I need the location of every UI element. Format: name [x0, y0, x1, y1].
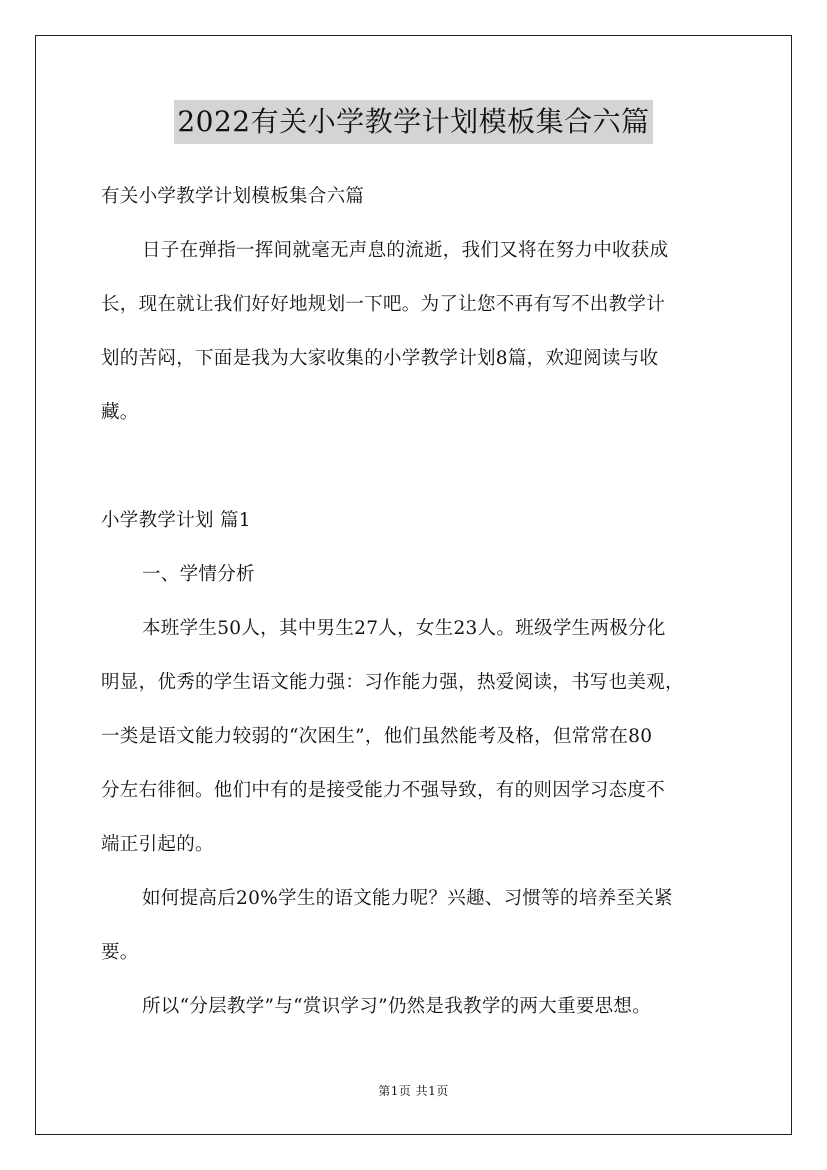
intro-line: 日子在弹指一挥间就毫无声息的流逝，我们又将在努力中收获成 — [142, 240, 669, 261]
intro-line: 长，现在就让我们好好地规划一下吧。为了让您不再有写不出教学计 — [101, 294, 666, 315]
section-title: 小学教学计划 篇1 — [101, 510, 251, 531]
paragraph-line: 所以“分层教学”与“赏识学习”仍然是我教学的两大重要思想。 — [142, 996, 652, 1017]
analysis-paragraph — [101, 602, 741, 872]
document-title: 2022有关小学教学计划模板集合六篇 — [174, 100, 652, 144]
paragraph-line: 本班学生50人，其中男生27人，女生23人。班级学生两极分化 — [142, 618, 666, 639]
title-container — [0, 100, 827, 144]
section-heading: 一、学情分析 — [142, 564, 255, 585]
paragraph-line: 如何提高后20%学生的语文能力呢？兴趣、习惯等的培养至关紧 — [142, 888, 673, 909]
paragraph-line: 分左右徘徊。他们中有的是接受能力不强导致，有的则因学习态度不 — [101, 780, 666, 801]
intro-line: 藏。 — [101, 402, 139, 423]
paragraph-line: 明显，优秀的学生语文能力强：习作能力强，热爱阅读，书写也美观， — [101, 672, 684, 693]
intro-paragraph — [101, 224, 741, 440]
document-body — [101, 170, 741, 1034]
page-footer: 第1页 共1页 — [378, 1084, 449, 1098]
paragraph-line: 一类是语文能力较弱的“次困生”，他们虽然能考及格，但常常在80 — [101, 726, 653, 747]
intro-line: 划的苦闷，下面是我为大家收集的小学教学计划8篇，欢迎阅读与收 — [101, 348, 659, 369]
paragraph-line: 要。 — [101, 942, 139, 963]
paragraph-line: 端正引起的。 — [101, 834, 214, 855]
question-paragraph — [101, 872, 741, 980]
document-subtitle: 有关小学教学计划模板集合六篇 — [101, 186, 365, 207]
conclusion-paragraph — [101, 980, 741, 1034]
